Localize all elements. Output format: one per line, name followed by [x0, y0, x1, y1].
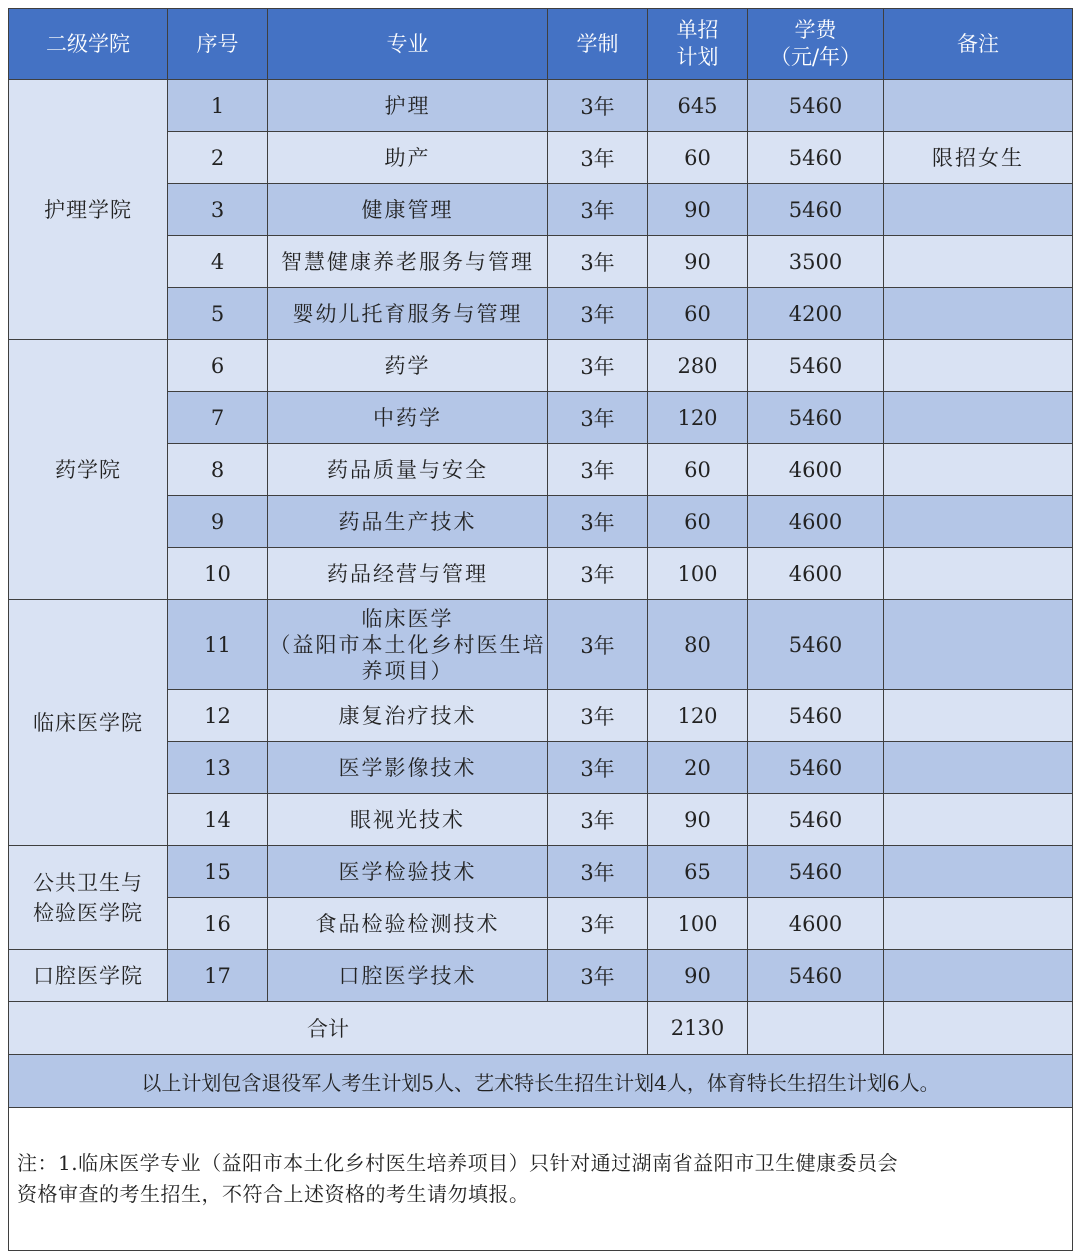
cell-plan: 120 — [648, 690, 748, 742]
cell-duration: 3年 — [548, 132, 648, 184]
cell-plan: 90 — [648, 950, 748, 1002]
cell-remark — [884, 600, 1073, 690]
cell-seq: 8 — [168, 444, 268, 496]
cell-major: 药品经营与管理 — [268, 548, 548, 600]
cell-duration: 3年 — [548, 496, 648, 548]
cell-seq: 1 — [168, 80, 268, 132]
cell-seq: 3 — [168, 184, 268, 236]
cell-remark — [884, 340, 1073, 392]
cell-fee: 3500 — [748, 236, 884, 288]
summary-text: 以上计划包含退役军人考生计划5人、艺术特长生招生计划4人，体育特长生招生计划6人。 — [9, 1055, 1073, 1108]
cell-major: 药学 — [268, 340, 548, 392]
cell-duration: 3年 — [548, 288, 648, 340]
cell-remark — [884, 742, 1073, 794]
table-row — [9, 742, 1073, 794]
cell-major: 医学检验技术 — [268, 846, 548, 898]
cell-plan: 90 — [648, 184, 748, 236]
cell-plan: 280 — [648, 340, 748, 392]
cell-fee: 5460 — [748, 392, 884, 444]
cell-duration: 3年 — [548, 846, 648, 898]
cell-duration: 3年 — [548, 80, 648, 132]
table-row — [9, 444, 1073, 496]
table-row — [9, 846, 1073, 898]
cell-duration: 3年 — [548, 444, 648, 496]
cell-major: 口腔医学技术 — [268, 950, 548, 1002]
cell-plan: 100 — [648, 898, 748, 950]
cell-major: 药品质量与安全 — [268, 444, 548, 496]
cell-remark — [884, 950, 1073, 1002]
cell-duration: 3年 — [548, 600, 648, 690]
cell-major: 药品生产技术 — [268, 496, 548, 548]
cell-fee: 5460 — [748, 846, 884, 898]
header-plan-line1: 单招 — [676, 18, 719, 42]
table-row — [9, 132, 1073, 184]
cell-major-line3: 养项目） — [361, 658, 454, 683]
cell-seq: 12 — [168, 690, 268, 742]
cell-duration: 3年 — [548, 236, 648, 288]
table-row — [9, 392, 1073, 444]
header-plan — [648, 9, 748, 80]
cell-major: 医学影像技术 — [268, 742, 548, 794]
cell-seq: 17 — [168, 950, 268, 1002]
cell-plan: 60 — [648, 288, 748, 340]
header-remark: 备注 — [884, 9, 1073, 80]
note-text — [9, 1108, 1073, 1251]
cell-duration: 3年 — [548, 548, 648, 600]
cell-seq: 10 — [168, 548, 268, 600]
cell-plan: 65 — [648, 846, 748, 898]
cell-duration: 3年 — [548, 340, 648, 392]
table-row — [9, 794, 1073, 846]
cell-fee: 5460 — [748, 132, 884, 184]
cell-fee: 5460 — [748, 184, 884, 236]
note-line1: 注：1.临床医学专业（益阳市本土化乡村医生培养项目）只针对通过湖南省益阳市卫生健康委员会 — [17, 1151, 899, 1175]
table-row — [9, 80, 1073, 132]
cell-remark — [884, 690, 1073, 742]
cell-duration: 3年 — [548, 898, 648, 950]
total-label: 合计 — [9, 1002, 648, 1055]
cell-remark — [884, 444, 1073, 496]
cell-duration: 3年 — [548, 794, 648, 846]
cell-plan: 90 — [648, 794, 748, 846]
cell-plan: 60 — [648, 496, 748, 548]
total-plan: 2130 — [648, 1002, 748, 1055]
cell-remark: 限招女生 — [884, 132, 1073, 184]
table-row — [9, 898, 1073, 950]
college-stomatology: 口腔医学院 — [9, 950, 168, 1002]
cell-duration: 3年 — [548, 950, 648, 1002]
cell-seq: 16 — [168, 898, 268, 950]
cell-major-line2: （益阳市本土化乡村医生培 — [269, 632, 546, 657]
cell-fee: 5460 — [748, 340, 884, 392]
cell-seq: 14 — [168, 794, 268, 846]
cell-major: 眼视光技术 — [268, 794, 548, 846]
header-duration: 学制 — [548, 9, 648, 80]
table-row — [9, 288, 1073, 340]
table-header-row — [9, 9, 1073, 80]
cell-remark — [884, 548, 1073, 600]
college-public-health — [9, 846, 168, 950]
college-public-health-line1: 公共卫生与 — [33, 870, 143, 895]
cell-plan: 20 — [648, 742, 748, 794]
cell-fee: 5460 — [748, 690, 884, 742]
cell-plan: 100 — [648, 548, 748, 600]
cell-fee: 4600 — [748, 496, 884, 548]
cell-seq: 4 — [168, 236, 268, 288]
header-fee-line2: （元/年） — [769, 45, 862, 69]
table-row — [9, 950, 1073, 1002]
cell-major: 助产 — [268, 132, 548, 184]
cell-remark — [884, 898, 1073, 950]
cell-fee: 5460 — [748, 80, 884, 132]
cell-major: 健康管理 — [268, 184, 548, 236]
cell-major-line1: 临床医学 — [361, 606, 454, 631]
cell-duration: 3年 — [548, 690, 648, 742]
cell-major — [268, 600, 548, 690]
cell-plan: 80 — [648, 600, 748, 690]
cell-major: 护理 — [268, 80, 548, 132]
cell-plan: 120 — [648, 392, 748, 444]
table-row — [9, 236, 1073, 288]
cell-remark — [884, 392, 1073, 444]
cell-seq: 15 — [168, 846, 268, 898]
header-major: 专业 — [268, 9, 548, 80]
cell-fee: 5460 — [748, 600, 884, 690]
cell-remark — [884, 846, 1073, 898]
cell-remark — [884, 496, 1073, 548]
cell-remark — [884, 236, 1073, 288]
total-remark-empty — [884, 1002, 1073, 1055]
cell-fee: 4600 — [748, 548, 884, 600]
header-college: 二级学院 — [9, 9, 168, 80]
enrollment-plan-table — [8, 8, 1073, 1251]
summary-row — [9, 1055, 1073, 1108]
cell-duration: 3年 — [548, 392, 648, 444]
cell-major: 婴幼儿托育服务与管理 — [268, 288, 548, 340]
cell-fee: 5460 — [748, 794, 884, 846]
header-plan-line2: 计划 — [676, 45, 719, 69]
cell-duration: 3年 — [548, 184, 648, 236]
enrollment-plan-document — [8, 8, 1072, 1251]
table-row — [9, 496, 1073, 548]
cell-plan: 60 — [648, 132, 748, 184]
college-nursing: 护理学院 — [9, 80, 168, 340]
table-row — [9, 184, 1073, 236]
table-row — [9, 548, 1073, 600]
cell-duration: 3年 — [548, 742, 648, 794]
note-line2: 资格审查的考生招生，不符合上述资格的考生请勿填报。 — [17, 1182, 530, 1206]
cell-remark — [884, 80, 1073, 132]
cell-fee: 4200 — [748, 288, 884, 340]
total-row — [9, 1002, 1073, 1055]
note-row — [9, 1108, 1073, 1251]
college-public-health-line2: 检验医学院 — [33, 900, 143, 925]
cell-seq: 11 — [168, 600, 268, 690]
cell-plan: 645 — [648, 80, 748, 132]
cell-seq: 6 — [168, 340, 268, 392]
cell-major: 食品检验检测技术 — [268, 898, 548, 950]
cell-seq: 5 — [168, 288, 268, 340]
cell-seq: 2 — [168, 132, 268, 184]
table-row — [9, 690, 1073, 742]
cell-seq: 13 — [168, 742, 268, 794]
cell-fee: 5460 — [748, 950, 884, 1002]
cell-fee: 5460 — [748, 742, 884, 794]
cell-remark — [884, 794, 1073, 846]
cell-remark — [884, 184, 1073, 236]
cell-major: 中药学 — [268, 392, 548, 444]
cell-plan: 60 — [648, 444, 748, 496]
college-clinical: 临床医学院 — [9, 600, 168, 846]
cell-major: 康复治疗技术 — [268, 690, 548, 742]
table-row — [9, 340, 1073, 392]
cell-plan: 90 — [648, 236, 748, 288]
cell-major: 智慧健康养老服务与管理 — [268, 236, 548, 288]
cell-seq: 7 — [168, 392, 268, 444]
total-fee-empty — [748, 1002, 884, 1055]
header-fee — [748, 9, 884, 80]
cell-seq: 9 — [168, 496, 268, 548]
cell-fee: 4600 — [748, 898, 884, 950]
table-row — [9, 600, 1073, 690]
header-fee-line1: 学费 — [794, 18, 837, 42]
cell-fee: 4600 — [748, 444, 884, 496]
college-pharmacy: 药学院 — [9, 340, 168, 600]
cell-remark — [884, 288, 1073, 340]
header-seq: 序号 — [168, 9, 268, 80]
